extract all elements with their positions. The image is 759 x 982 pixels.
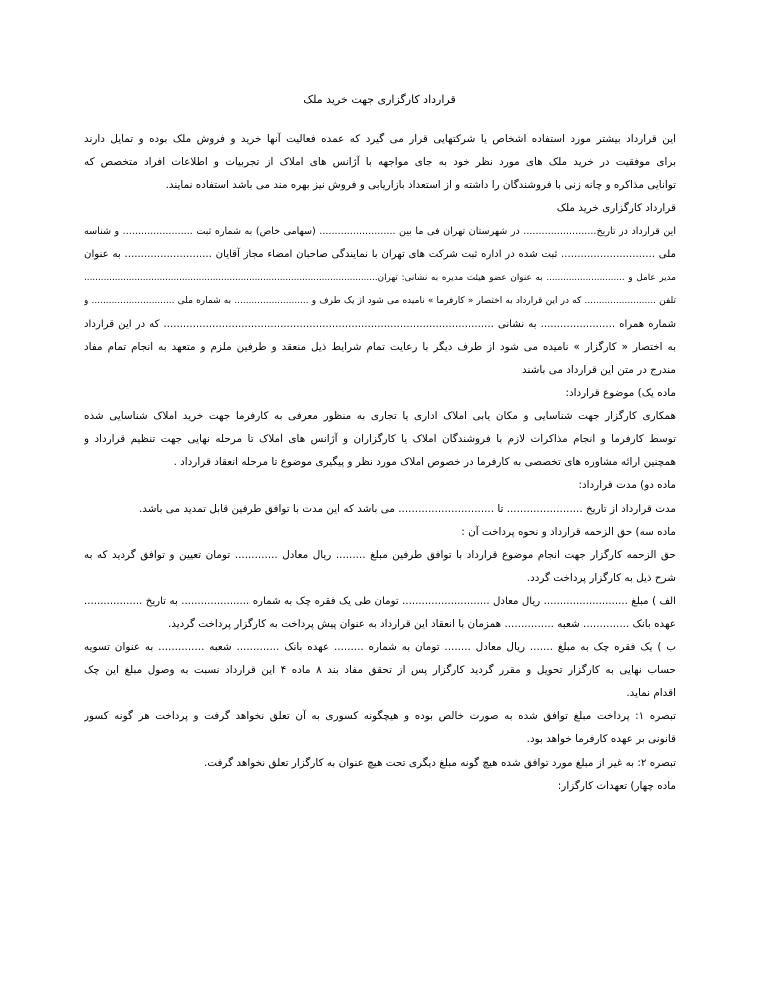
paragraph-line: همکاری کارگزار جهت شناسایی و مکان یابی املاک اداری یا تجاری به منظور معرفی به کارفرما جهت خرید املاک شناسایی شده [84,410,676,423]
paragraph-line: الف ) مبلغ .......................... ریال معادل ........................... تومان طی یک فقره چک به شماره ..................... به تاریخ .................. [84,595,676,607]
paragraph-line: شماره همراه ....................... به نشانی ...................................................................................................... که در این قرارداد [84,318,676,330]
paragraph-line: تبصره ۱: پرداخت مبلغ توافق شده به صورت خالص بوده و هیچگونه کسوری به آن تعلق نخواهد گرفت و پرداخت هر گونه کسور [84,710,676,723]
paragraph-line: قرارداد کارگزاری خرید ملک [556,202,676,215]
paragraph-line: تلفن ......................... که در این قرارداد به اختصار « کارفرما » نامیده می شود از یک طرف و .......................... به شماره ملی ............................. و [84,295,676,306]
paragraph-line: ماده سه) حق الزحمه قرارداد و نحوه پرداخت آن : [461,525,676,538]
paragraph-line: عهده بانک .............. شعبه ............... همزمان با انعقاد این قرارداد به عنوان پیش پرداخت به کارگزار پرداخت گردید. [167,617,676,630]
paragraph-line: شرح ذیل به کارگزار پرداخت گردد. [526,571,676,584]
paragraph-line: برای موفقیت در خرید ملک های مورد نظر خود به جای مواجهه با آژانس های املاک از تجربیات و اطلاعات افراد متخصص که [84,156,676,169]
paragraph-line: این قرارداد بیشتر مورد استفاده اشخاص یا شرکتهایی قرار می گیرد که عمده فعالیت آنها خرید و فروش ملک بوده و تمایل دارند [84,133,676,145]
paragraph-line: تبصره ۲: به غیر از مبلغ مورد توافق شده هیچ گونه مبلغ دیگری تحت هیچ عنوان به کارگزار تعلق نخواهد گرفت. [203,756,676,769]
paragraph-line: قانونی بر عهده کارفرما خواهد بود. [526,733,676,746]
paragraph-line: مدت قرارداد از تاریخ ....................... تا ............................. می باشد که این مدت با توافق طرفین قابل تمدید می باشد. [138,502,676,515]
paragraph-line: حق الزحمه کارگزار جهت انجام موضوع قرارداد با توافق طرفین مبلغ ......... ریال معادل ............. تومان تعیین و توافق گردید که به [84,548,676,561]
paragraph-line: مندرج در متن این قرارداد می باشند [522,363,676,376]
paragraph-line: ب ) یک فقره چک به مبلغ ....... ریال معادل ........ تومان به شماره ......... عهده بانک ............. شعبه .............. به عنوان تسویه [84,641,676,654]
paragraph-line: توانایی مذاکره و چانه زنی با فروشندگان را داشته و از استعداد بازاریابی و فروش نیز بهره مند می باشد استفاده نمایند. [165,179,676,192]
paragraph-line: این قرارداد در تاریخ........................ در شهرستان تهران فی ما بین ......................... (سهامی خاص) به شماره ثبت ....................... و شناسه [84,226,676,238]
paragraph-line: اقدام نماید. [626,687,676,700]
paragraph-line: توسط کارفرما و انجام مذاکرات لازم با فروشندگان املاک یا کارگزاران و آژانس های املاک تا مرحله نهایی جهت تنظیم قرارداد و [84,433,676,446]
document-title: قرارداد کارگزاری جهت خرید ملک [303,93,456,106]
paragraph-line: مدیر عامل و ............................ به عنوان عضو هیئت مدیره به نشانی: تهران......................................................................................................... [84,272,676,283]
paragraph-line: ماده یک) موضوع قرارداد: [565,387,676,400]
paragraph-line: به اختصار « کارگزار » نامیده می شود از طرف دیگر با رعایت تمام شرایط ذیل منعقد و طرفین ملزم و متعهد به انجام تمام مفاد [84,340,676,353]
paragraph-line: ماده چهار) تعهدات کارگزار: [557,779,676,792]
document-body [84,128,676,798]
paragraph-line: ماده دو) مدت قرارداد: [578,479,676,492]
paragraph-line: ملی ............................. ثبت شده در اداره ثبت شرکت های تهران با نمایندگی صاحبان امضاء مجاز آقایان ........................... به عنوان [84,249,676,261]
paragraph-line: همچنین ارائه مشاوره های تخصصی به کارفرما در خصوص املاک مورد نظر و پیگیری موضوع تا مرحله انعقاد قرارداد . [173,456,676,469]
paragraph-line: حساب نهایی به کارگزار تحویل و مقرر گردید کارگزار پس از تحقق مفاد بند ۸ ماده ۴ این قرارداد نسبت به وصول مبلغ این چک [84,664,676,677]
